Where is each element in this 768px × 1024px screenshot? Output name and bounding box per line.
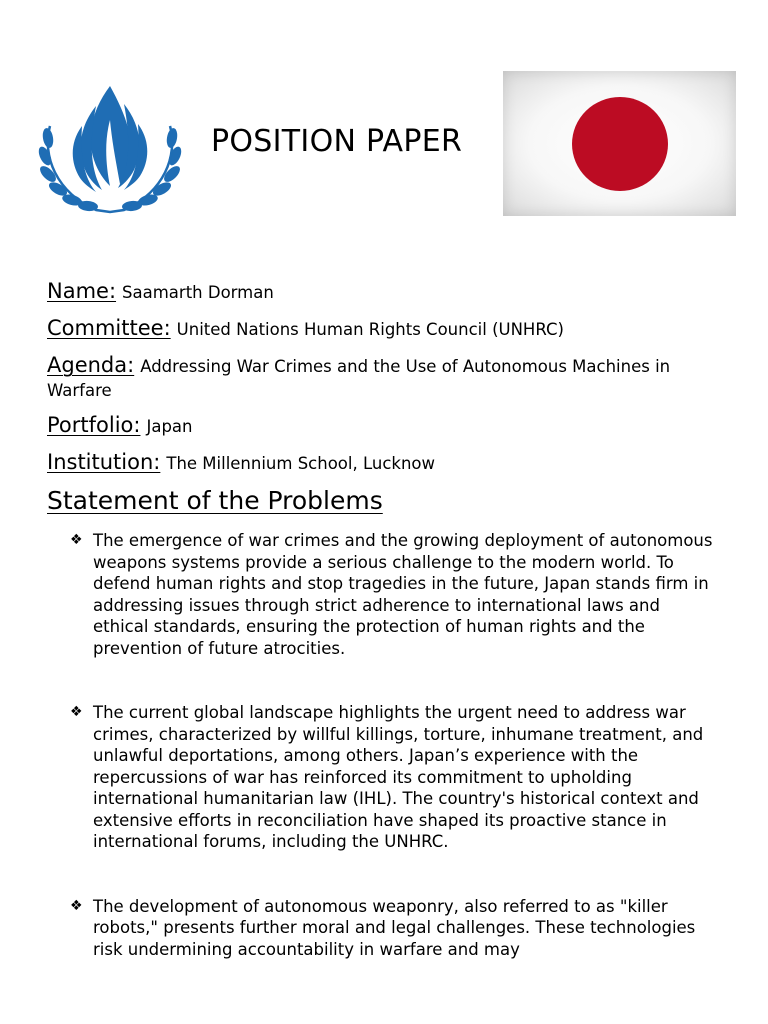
japan-flag-icon (503, 71, 736, 216)
institution-value: The Millennium School, Lucknow (166, 454, 436, 473)
document-title: POSITION PAPER (211, 124, 463, 159)
name-value: Saamarth Dorman (122, 283, 274, 302)
flag-red-disc (572, 97, 668, 191)
list-item-text: The development of autonomous weaponry, also referred to as "killer robots," presents further moral and legal challenges. These technologies risk undermining accountability in warfare and may (93, 896, 696, 959)
list-item (70, 702, 715, 853)
list-item (70, 896, 715, 961)
name-field (47, 279, 727, 305)
section-heading: Statement of the Problems (47, 486, 383, 515)
agenda-field (47, 353, 727, 403)
committee-label: Committee: (47, 316, 171, 340)
committee-field (47, 316, 727, 342)
list-item-text: The emergence of war crimes and the growing deployment of autonomous weapons systems provide a serious challenge to the modern world. To defend human rights and stop tragedies in the future, Japan stands firm in addressing issues through strict adherence to international laws and ethical standards, ensuring the protection of human rights and the prevention of future atrocities. (93, 531, 713, 658)
portfolio-field (47, 413, 727, 439)
agenda-value: Addressing War Crimes and the Use of Autonomous Machines in Warfare (47, 357, 671, 400)
agenda-label: Agenda: (47, 353, 135, 377)
list-item-text: The current global landscape highlights the urgent need to address war crimes, characterized by willful killings, torture, inhumane treatment, and unlawful deportations, among others. Japan’s experience with the repercussions of war has reinforced its commitment to upholding international humanitarian law (IHL). The country's historical context and extensive efforts in reconciliation have shaped its proactive stance in international forums, including the UNHRC. (93, 703, 704, 851)
name-label: Name: (47, 279, 117, 303)
committee-value: United Nations Human Rights Council (UNHRC) (176, 320, 564, 339)
diamond-bullet-icon: ❖ (70, 704, 83, 720)
list-item (70, 530, 715, 659)
unhrc-emblem-icon (36, 76, 184, 214)
portfolio-label: Portfolio: (47, 413, 141, 437)
portfolio-value: Japan (146, 417, 193, 436)
diamond-bullet-icon: ❖ (70, 532, 83, 548)
diamond-bullet-icon: ❖ (70, 897, 83, 914)
problem-list (70, 530, 715, 960)
institution-field (47, 450, 727, 476)
institution-label: Institution: (47, 450, 161, 474)
